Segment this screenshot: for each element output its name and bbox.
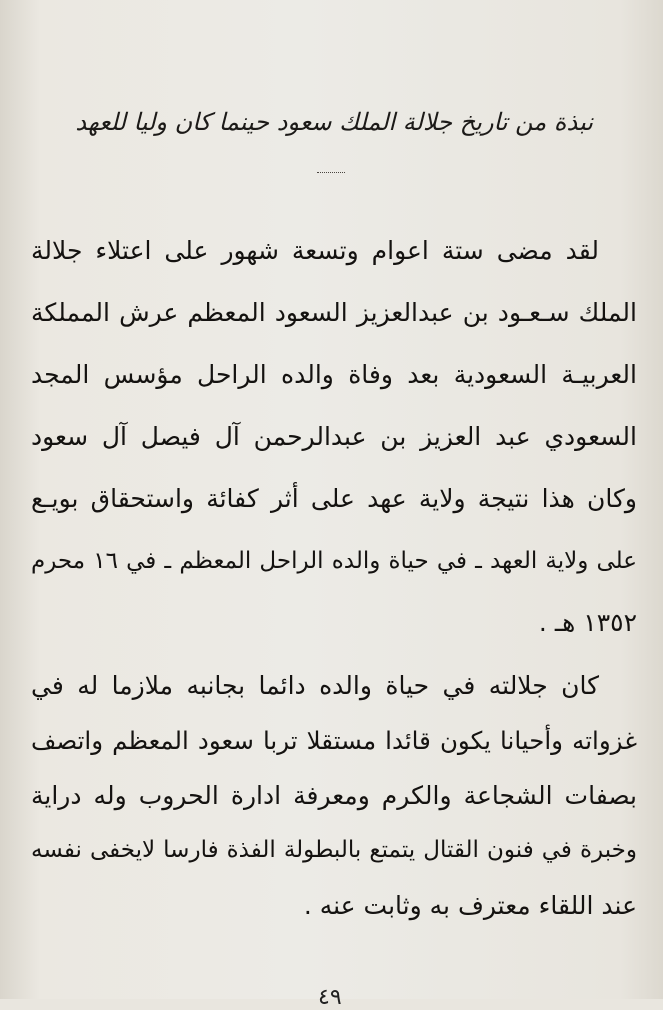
text-line: بصفات الشجاعة والكرم ومعرفة ادارة الحروب وله دراية <box>31 781 637 810</box>
text-line: عند اللقاء معترف به وثابت عنه . <box>303 891 637 920</box>
page-heading: نبذة من تاريخ جلالة الملك سعود حينما كان وليا للعهد <box>75 108 593 136</box>
text-line: لقد مضى ستة اعوام وتسعة شهور على اعتلاء جلالة <box>31 236 599 265</box>
paragraph-2 <box>31 658 637 933</box>
text-line: ١٣٥٢ هـ . <box>538 608 637 637</box>
text-line: الملك سـعـود بن عبدالعزيز السعود المعظم عرش المملكة <box>31 298 637 327</box>
text-line: على ولاية العهد ـ في حياة والده الراحل المعظم ـ في ١٦ محرم <box>31 548 637 574</box>
text-line: كان جلالته في حياة والده دائما بجانبه ملازما له في <box>31 671 599 700</box>
heading-underline-mark <box>317 172 345 176</box>
text-line: وخبرة في فنون القتال يتمتع بالبطولة الفذة فارسا لايخفى نفسه <box>31 837 637 863</box>
text-line: وكان هذا نتيجة ولاية عهد على أثر كفائة واستحقاق بويـع <box>31 484 637 513</box>
paragraph-1 <box>31 220 637 654</box>
text-line: العربيـة السعودية بعد وفاة والده الراحل مؤسس المجد <box>31 360 637 389</box>
page-number: ٤٩ <box>318 985 342 1010</box>
text-line: غزواته وأحيانا يكون قائدا مستقلا تربا سعود المعظم واتصف <box>31 726 637 755</box>
text-line: السعودي عبد العزيز بن عبدالرحمن آل فيصل آل سعود <box>31 422 637 451</box>
